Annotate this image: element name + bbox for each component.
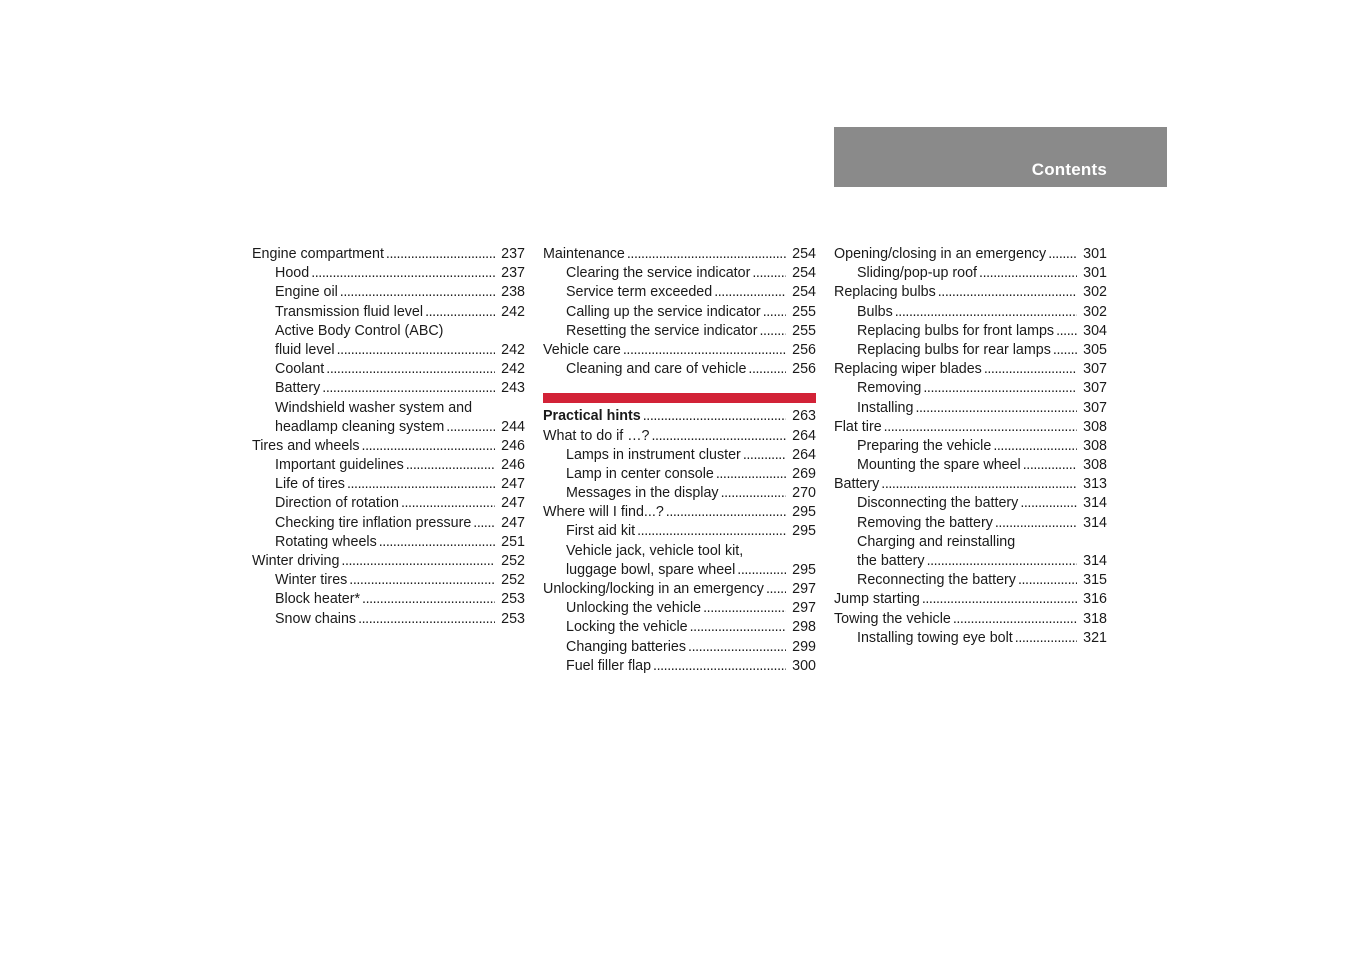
toc-entry[interactable]: [543, 599, 816, 618]
toc-entry[interactable]: [252, 590, 525, 609]
toc-entry[interactable]: [252, 399, 525, 418]
toc-entry[interactable]: [252, 360, 525, 379]
toc-entry-title: Charging and reinstalling: [857, 533, 1016, 550]
toc-entry-title: Service term exceeded: [566, 284, 713, 301]
toc-entry-title: Fuel filler flap: [566, 657, 652, 674]
toc-entry[interactable]: [834, 245, 1107, 264]
toc-entry-page: 238: [501, 284, 525, 301]
dot-leader: [1048, 245, 1077, 264]
toc-entry[interactable]: [834, 456, 1107, 475]
toc-entry-page: 314: [1083, 514, 1107, 531]
toc-entry[interactable]: [252, 303, 525, 322]
toc-entry[interactable]: [252, 418, 525, 437]
toc-entry-page: 318: [1083, 610, 1107, 627]
toc-entry-page: 247: [501, 514, 525, 531]
toc-entry-title: Lamp in center console: [566, 465, 714, 482]
toc-entry-page: 301: [1083, 246, 1107, 262]
dot-leader: [1015, 629, 1077, 648]
toc-entry-page: 308: [1083, 457, 1107, 474]
toc-entry-page: 247: [501, 495, 525, 512]
dot-leader: [653, 657, 786, 676]
toc-entry[interactable]: [543, 427, 816, 446]
toc-entry-title: Block heater*: [275, 591, 361, 608]
dot-leader: [322, 379, 495, 398]
toc-entry-title: Replacing bulbs: [834, 284, 936, 301]
toc-entry-title: Vehicle jack, vehicle tool kit,: [566, 542, 744, 559]
toc-entry-title: Clearing the service indicator: [566, 265, 751, 282]
toc-entry-page: 252: [501, 553, 525, 569]
dot-leader: [1020, 494, 1077, 513]
toc-entry-title: Battery: [275, 380, 321, 397]
toc-entry[interactable]: [834, 533, 1107, 552]
dot-leader: [340, 283, 495, 302]
toc-entry-title: Reconnecting the battery: [857, 572, 1016, 589]
toc-entry[interactable]: [543, 561, 816, 580]
toc-entry-page: 237: [501, 246, 525, 262]
toc-entry-title: Transmission fluid level: [275, 303, 424, 320]
dot-leader: [923, 379, 1077, 398]
toc-entry-page: 254: [792, 284, 816, 301]
dot-leader: [1023, 456, 1077, 475]
toc-entry[interactable]: [252, 264, 525, 283]
toc-entry[interactable]: [252, 514, 525, 533]
dot-leader: [915, 399, 1077, 418]
toc-entry[interactable]: [834, 571, 1107, 590]
toc-entry-page: 307: [1083, 399, 1107, 416]
toc-entry-title: the battery: [857, 553, 925, 569]
toc-entry-title: Replacing wiper blades: [834, 361, 982, 378]
dot-leader: [347, 475, 495, 494]
toc-entry[interactable]: [834, 590, 1107, 609]
toc-entry-title: Hood: [275, 265, 310, 282]
dot-leader: [666, 503, 786, 522]
toc-entry-page: 237: [501, 265, 525, 282]
dot-leader: [379, 533, 495, 552]
toc-entry-title: Windshield washer system and: [275, 399, 473, 416]
dot-leader: [895, 303, 1077, 322]
toc-entry-title: Lamps in instrument cluster: [566, 446, 741, 463]
toc-entry-page: 242: [501, 303, 525, 320]
toc-entry-page: 314: [1083, 553, 1107, 569]
toc-entry[interactable]: [543, 484, 816, 503]
dot-leader: [362, 437, 495, 456]
toc-entry-title: Important guidelines: [275, 457, 404, 474]
toc-entry-page: 243: [501, 380, 525, 397]
toc-entry[interactable]: [834, 437, 1107, 456]
toc-entry-title: Maintenance: [543, 246, 625, 262]
toc-entry-page: 300: [792, 657, 816, 674]
toc-entry-title: Unlocking/locking in an emergency: [543, 581, 764, 597]
toc-entry-title: Active Body Control (ABC): [275, 322, 444, 339]
toc-entry[interactable]: [543, 264, 816, 283]
toc-entry-title: Mounting the spare wheel: [857, 457, 1021, 474]
toc-entry-page: 247: [501, 476, 525, 493]
dot-leader: [643, 407, 786, 426]
dot-leader: [362, 590, 495, 609]
toc-entry[interactable]: [252, 245, 525, 264]
dot-leader: [748, 360, 786, 379]
dot-leader: [881, 475, 1077, 494]
toc-entry[interactable]: [834, 322, 1107, 341]
toc-entry-page: 256: [792, 361, 816, 378]
toc-entry[interactable]: [543, 341, 816, 360]
toc-entry[interactable]: [834, 475, 1107, 494]
toc-entry-title: Messages in the display: [566, 485, 719, 502]
dot-leader: [326, 360, 495, 379]
toc-entry-title: Battery: [834, 476, 880, 493]
toc-entry[interactable]: [834, 341, 1107, 360]
dot-leader: [743, 446, 786, 465]
toc-entry[interactable]: [543, 446, 816, 465]
toc-entry-title: Winter tires: [275, 572, 348, 589]
toc-entry-page: 297: [792, 600, 816, 617]
toc-entry[interactable]: [252, 494, 525, 513]
toc-entry-page: 264: [792, 427, 816, 444]
section-page: 263: [792, 408, 816, 425]
dot-leader: [311, 264, 495, 283]
dot-leader: [984, 360, 1077, 379]
dot-leader: [938, 283, 1077, 302]
toc-entry-page: 307: [1083, 380, 1107, 397]
toc-entry-page: 295: [792, 504, 816, 521]
toc-entry-title: What to do if …?: [543, 427, 650, 444]
toc-entry-page: 315: [1083, 572, 1107, 589]
dot-leader: [688, 638, 786, 657]
toc-entry[interactable]: [543, 322, 816, 341]
toc-entry[interactable]: [252, 379, 525, 398]
toc-entry-title: Flat tire: [834, 418, 882, 435]
toc-entry-page: 314: [1083, 495, 1107, 512]
dot-leader: [627, 245, 786, 264]
toc-entry-page: 308: [1083, 437, 1107, 454]
toc-entry-page: 295: [792, 561, 816, 578]
toc-column-1: [252, 245, 525, 629]
toc-entry[interactable]: [834, 399, 1107, 418]
toc-entry-page: 305: [1083, 341, 1107, 358]
dot-leader: [1053, 341, 1077, 360]
toc-entry-page: 307: [1083, 361, 1107, 378]
toc-entry-page: 302: [1083, 303, 1107, 320]
toc-entry[interactable]: [543, 638, 816, 657]
toc-entry[interactable]: [252, 437, 525, 456]
toc-entry[interactable]: [834, 514, 1107, 533]
toc-entry[interactable]: [252, 322, 525, 341]
dot-leader: [737, 561, 786, 580]
dot-leader: [766, 580, 786, 599]
toc-entry-page: 244: [501, 418, 525, 435]
toc-entry-title: Where will I find...?: [543, 504, 664, 521]
toc-entry-title: Coolant: [275, 361, 325, 378]
toc-entry-title: luggage bowl, spare wheel: [566, 561, 736, 578]
toc-entry-title: Life of tires: [275, 476, 345, 493]
toc-entry[interactable]: [834, 610, 1107, 629]
toc-entry-page: 316: [1083, 591, 1107, 608]
contents-header-bar: [834, 127, 1167, 187]
toc-entry-title: Replacing bulbs for front lamps: [857, 322, 1055, 339]
toc-entry[interactable]: [252, 475, 525, 494]
dot-leader: [358, 610, 495, 629]
toc-entry-title: Sliding/pop-up roof: [857, 265, 978, 282]
dot-leader: [425, 303, 495, 322]
dot-leader: [922, 590, 1077, 609]
dot-leader: [623, 341, 786, 360]
toc-entry-title: Resetting the service indicator: [566, 322, 758, 339]
toc-entry-page: 246: [501, 457, 525, 474]
toc-entry[interactable]: [543, 245, 816, 264]
toc-entry[interactable]: [543, 465, 816, 484]
contents-title: Contents: [1031, 160, 1107, 179]
toc-entry-page: 295: [792, 523, 816, 540]
toc-entry[interactable]: [543, 657, 816, 676]
toc-section-heading[interactable]: [543, 407, 816, 426]
dot-leader: [752, 264, 786, 283]
toc-entry-page: 253: [501, 591, 525, 608]
dot-leader: [995, 514, 1077, 533]
toc-entry[interactable]: [252, 552, 525, 571]
dot-leader: [406, 456, 495, 475]
toc-entry[interactable]: [834, 418, 1107, 437]
dot-leader: [446, 418, 495, 437]
toc-entry[interactable]: [543, 522, 816, 541]
toc-entry-title: Unlocking the vehicle: [566, 600, 702, 617]
toc-entry-page: 246: [501, 437, 525, 454]
toc-entry[interactable]: [252, 533, 525, 552]
toc-entry-title: Removing: [857, 380, 922, 397]
toc-entry-title: First aid kit: [566, 523, 636, 540]
toc-column-2: [543, 245, 816, 676]
toc-entry-page: 302: [1083, 284, 1107, 301]
toc-entry-title: Engine compartment: [252, 246, 384, 262]
dot-leader: [386, 245, 495, 264]
toc-entry[interactable]: [252, 610, 525, 629]
toc-entry[interactable]: [543, 542, 816, 561]
toc-entry[interactable]: [834, 494, 1107, 513]
toc-entry-title: Bulbs: [857, 303, 893, 320]
toc-entry-page: 298: [792, 619, 816, 636]
toc-entry-title: headlamp cleaning system: [275, 418, 445, 435]
toc-entry[interactable]: [834, 283, 1107, 302]
dot-leader: [341, 552, 495, 571]
toc-entry-page: 301: [1083, 265, 1107, 282]
toc-entry-title: Installing: [857, 399, 914, 416]
dot-leader: [1056, 322, 1077, 341]
toc-entry[interactable]: [834, 552, 1107, 571]
toc-entry[interactable]: [543, 360, 816, 379]
toc-entry[interactable]: [834, 303, 1107, 322]
toc-entry-page: 253: [501, 610, 525, 627]
toc-entry-title: Cleaning and care of vehicle: [566, 361, 747, 378]
toc-entry-page: 242: [501, 341, 525, 358]
toc-entry-title: Locking the vehicle: [566, 619, 688, 636]
toc-entry-title: Changing batteries: [566, 638, 687, 655]
section-title: Practical hints: [543, 408, 641, 425]
toc-entry[interactable]: [543, 283, 816, 302]
toc-entry-page: 252: [501, 572, 525, 589]
toc-entry-page: 304: [1083, 322, 1107, 339]
toc-entry-page: 297: [792, 581, 816, 597]
toc-entry-page: 321: [1083, 629, 1107, 646]
toc-entry[interactable]: [834, 264, 1107, 283]
toc-entry-title: Removing the battery: [857, 514, 993, 531]
dot-leader: [760, 322, 786, 341]
toc-entry-title: Rotating wheels: [275, 533, 377, 550]
toc-entry-page: 255: [792, 322, 816, 339]
toc-entry-title: Snow chains: [275, 610, 357, 627]
toc-entry-page: 254: [792, 246, 816, 262]
toc-entry-title: Opening/closing in an emergency: [834, 246, 1047, 262]
dot-leader: [690, 618, 786, 637]
toc-entry-page: 270: [792, 485, 816, 502]
toc-entry-title: Installing towing eye bolt: [857, 629, 1013, 646]
dot-leader: [993, 437, 1077, 456]
dot-leader: [716, 465, 786, 484]
toc-entry-title: Engine oil: [275, 284, 338, 301]
toc-entry-page: 255: [792, 303, 816, 320]
dot-leader: [763, 303, 786, 322]
dot-leader: [637, 522, 786, 541]
dot-leader: [1018, 571, 1077, 590]
dot-leader: [703, 599, 786, 618]
toc-entry[interactable]: [834, 629, 1107, 648]
toc-entry[interactable]: [543, 618, 816, 637]
toc-entry-title: Preparing the vehicle: [857, 437, 992, 454]
toc-entry-title: Replacing bulbs for rear lamps: [857, 341, 1051, 358]
toc-entry[interactable]: [543, 503, 816, 522]
toc-entry-page: 254: [792, 265, 816, 282]
dot-leader: [927, 552, 1077, 571]
toc-entry-title: Disconnecting the battery: [857, 495, 1019, 512]
toc-entry-title: Calling up the service indicator: [566, 303, 761, 320]
dot-leader: [714, 283, 786, 302]
dot-leader: [884, 418, 1077, 437]
dot-leader: [721, 484, 786, 503]
toc-entry[interactable]: [543, 303, 816, 322]
toc-entry-title: Checking tire inflation pressure: [275, 514, 472, 531]
toc-entry-page: 264: [792, 446, 816, 463]
toc-entry-page: 313: [1083, 476, 1107, 493]
dot-leader: [401, 494, 495, 513]
dot-leader: [473, 514, 495, 533]
toc-entry-title: Direction of rotation: [275, 495, 399, 512]
toc-entry-title: Tires and wheels: [252, 437, 360, 454]
toc-entry[interactable]: [252, 283, 525, 302]
toc-entry-title: Vehicle care: [543, 341, 621, 358]
toc-entry-title: Jump starting: [834, 591, 920, 608]
toc-entry[interactable]: [252, 571, 525, 590]
dot-leader: [349, 571, 495, 590]
toc-entry-page: 256: [792, 341, 816, 358]
toc-entry-page: 308: [1083, 418, 1107, 435]
toc-entry-page: 269: [792, 465, 816, 482]
toc-column-3: [834, 245, 1107, 648]
toc-entry-title: fluid level: [275, 341, 335, 358]
section-divider-bar: [543, 393, 816, 403]
dot-leader: [979, 264, 1077, 283]
toc-entry[interactable]: [252, 341, 525, 360]
dot-leader: [953, 610, 1077, 629]
dot-leader: [651, 427, 786, 446]
toc-entry[interactable]: [834, 360, 1107, 379]
dot-leader: [337, 341, 495, 360]
toc-entry-title: Towing the vehicle: [834, 610, 951, 627]
toc-entry[interactable]: [543, 580, 816, 599]
toc-entry-page: 299: [792, 638, 816, 655]
toc-entry-title: Winter driving: [252, 553, 340, 569]
toc-entry-page: 251: [501, 533, 525, 550]
toc-entry-page: 242: [501, 361, 525, 378]
toc-entry[interactable]: [834, 379, 1107, 398]
toc-entry[interactable]: [252, 456, 525, 475]
